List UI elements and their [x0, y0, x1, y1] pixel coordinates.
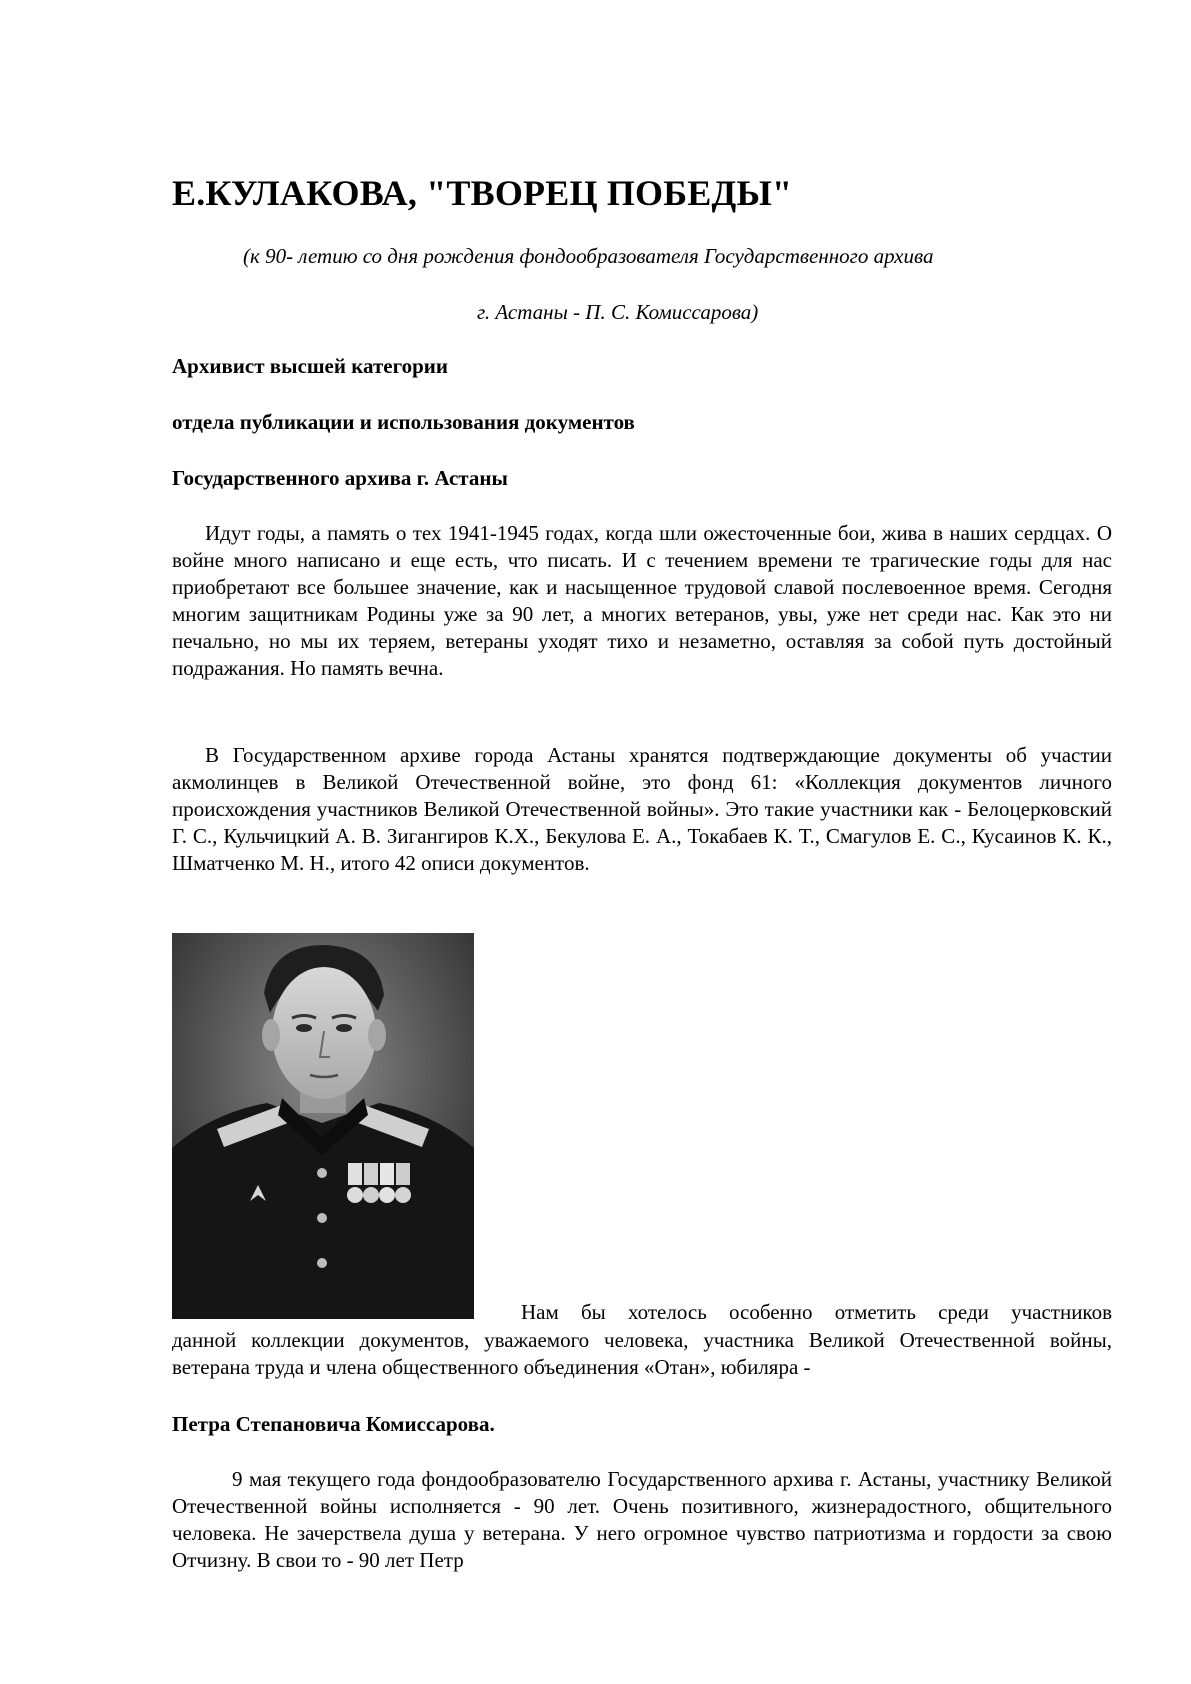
paragraph-2-text: В Государственном архиве города Астаны хранятся подтверждающие документы об участии акмолинцев в Великой Отечественной войне, это фонд 61: «Коллекция документов личного происхождения участников Великой Отечественной войны». Это такие участники как - Белоцерковский Г. С., Кульчицкий А. В. Зигангиров К.Х., Бекулова Е. А., Токабаев К. Т., Смагулов Е. С., Кусаинов К. К., Шматченко М. Н., итого 42 описи документов. — [172, 743, 1112, 875]
paragraph-2 — [172, 742, 1112, 877]
author-department: отдела публикации и использования документов — [172, 410, 635, 434]
author-position: Архивист высшей категории — [172, 354, 448, 378]
subtitle-line-1: (к 90- летию со дня рождения фондообразователя Государственного архива — [243, 244, 934, 268]
paragraph-4 — [172, 1466, 1112, 1574]
hero-name: Петра Степановича Комиссарова. — [172, 1412, 495, 1436]
paragraph-4-text: 9 мая текущего года фондообразователю Государственного архива г. Астаны, участнику Великой Отечественной войны исполняется - 90 лет. Очень позитивного, жизнерадостного, общительного человека. Не зачерствела душа у ветерана. У него огромное чувство патриотизма и гордости за свою Отчизну. В свои то - 90 лет Петр — [172, 1467, 1112, 1572]
paragraph-1 — [172, 520, 1112, 682]
veteran-portrait-photo — [172, 933, 474, 1319]
paragraph-1-text: Идут годы, а память о тех 1941-1945 годах, когда шли ожесточенные бои, жива в наших сердцах. О войне много написано и еще есть, что писать. И с течением времени те трагические годы для нас приобретают все большее значение, как и насыщенное трудовой славой послевоенное время. Сегодня многим защитникам Родины уже за 90 лет, а многих ветеранов, увы, уже нет среди нас. Как это ни печально, но мы их теряем, ветераны уходят тихо и незаметно, оставляя за собой путь достойный подражания. Но память вечна. — [172, 521, 1112, 680]
author-organization: Государственного архива г. Астаны — [172, 466, 508, 490]
article-title: Е.КУЛАКОВА, "ТВОРЕЦ ПОБЕДЫ" — [172, 173, 793, 213]
paragraph-3-first-line: Нам бы хотелось особенно отметить среди участников — [521, 1300, 1112, 1324]
subtitle-line-2: г. Астаны - П. С. Комиссарова) — [477, 300, 759, 324]
paragraph-3-rest: данной коллекции документов, уважаемого человека, участника Великой Отечественной войны, ветерана труда и члена общественного объединения «Отан», юбиляра - — [172, 1328, 1112, 1379]
